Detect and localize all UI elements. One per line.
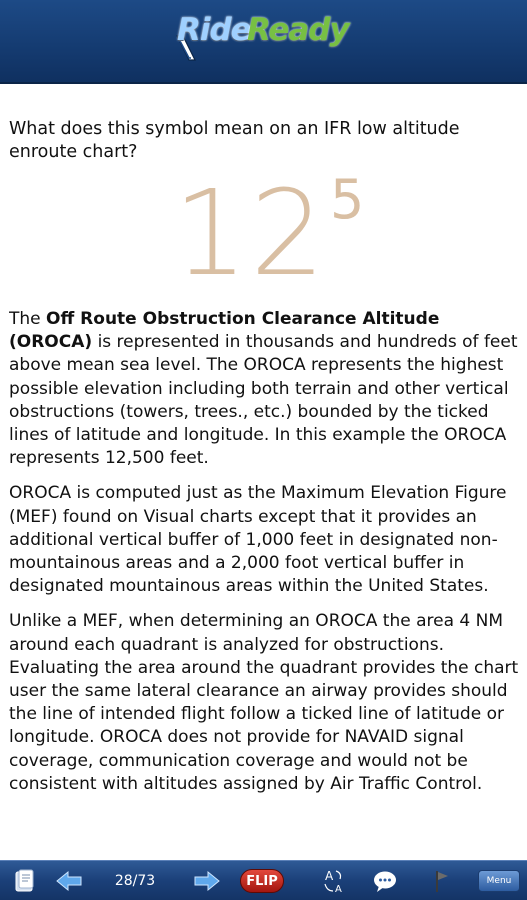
answer-paragraph-3: Unlike a MEF, when determining an OROCA the area 4 NM around each quadrant is analyzed for obstructions. Evaluating the area around the quadrant provides the chart user the same lateral clearance an airway provides should the line of intended flight follow a ticked line of latitude or longitude. OROCA does not provide for NAVAID signal coverage, communication coverage and would not be consistent with altitudes assigned by Air Traffic Control.: [9, 611, 519, 794]
menu-button[interactable]: Menu: [478, 870, 520, 892]
logo-text-ready: Ready: [247, 12, 349, 48]
p1-rest: is represented in thousands and hundreds of feet above mean sea level. The OROCA represents the highest possible elevation including both terrain and other vertical obstructions (towers, trees., etc.) bounded by the ticked lines of latitude and longitude. In this example the OROCA represents 12,500 feet.: [9, 332, 518, 469]
flip-button[interactable]: FLIP: [240, 869, 284, 893]
book-icon[interactable]: [8, 861, 42, 900]
flag-icon[interactable]: [424, 861, 458, 900]
font-size-icon[interactable]: [318, 861, 352, 900]
question-text: What does this symbol mean on an IFR low altitude enroute chart?: [9, 119, 460, 162]
oroca-thousands: 12: [173, 164, 328, 302]
svg-text:A: A: [335, 884, 342, 895]
answer-paragraph-1: [9, 308, 524, 470]
rideready-logo: [173, 8, 363, 64]
page-counter: 28/73: [114, 873, 156, 889]
card-content: [9, 118, 524, 860]
svg-text:A: A: [325, 869, 334, 883]
p1-term: Off Route Obstruction Clearance Altitude (OROCA): [9, 309, 440, 353]
forward-arrow-icon[interactable]: [190, 861, 224, 900]
back-arrow-icon[interactable]: [52, 861, 86, 900]
answer-paragraph-2: OROCA is computed just as the Maximum Elevation Figure (MEF) found on Visual charts except that it provides an additional vertical buffer of 1,000 feet in designated non-mountainous areas and a 2,000 foot vertical buffer in designated mountainous areas within the United States.: [9, 483, 507, 597]
logo-text-ride: Ride: [177, 12, 251, 48]
app-header: [0, 0, 527, 84]
oroca-hundreds: 5: [330, 168, 365, 231]
oroca-symbol: [9, 164, 524, 308]
bottom-toolbar: [0, 860, 527, 900]
p1-lead: The: [9, 309, 41, 329]
comment-icon[interactable]: [368, 861, 402, 900]
